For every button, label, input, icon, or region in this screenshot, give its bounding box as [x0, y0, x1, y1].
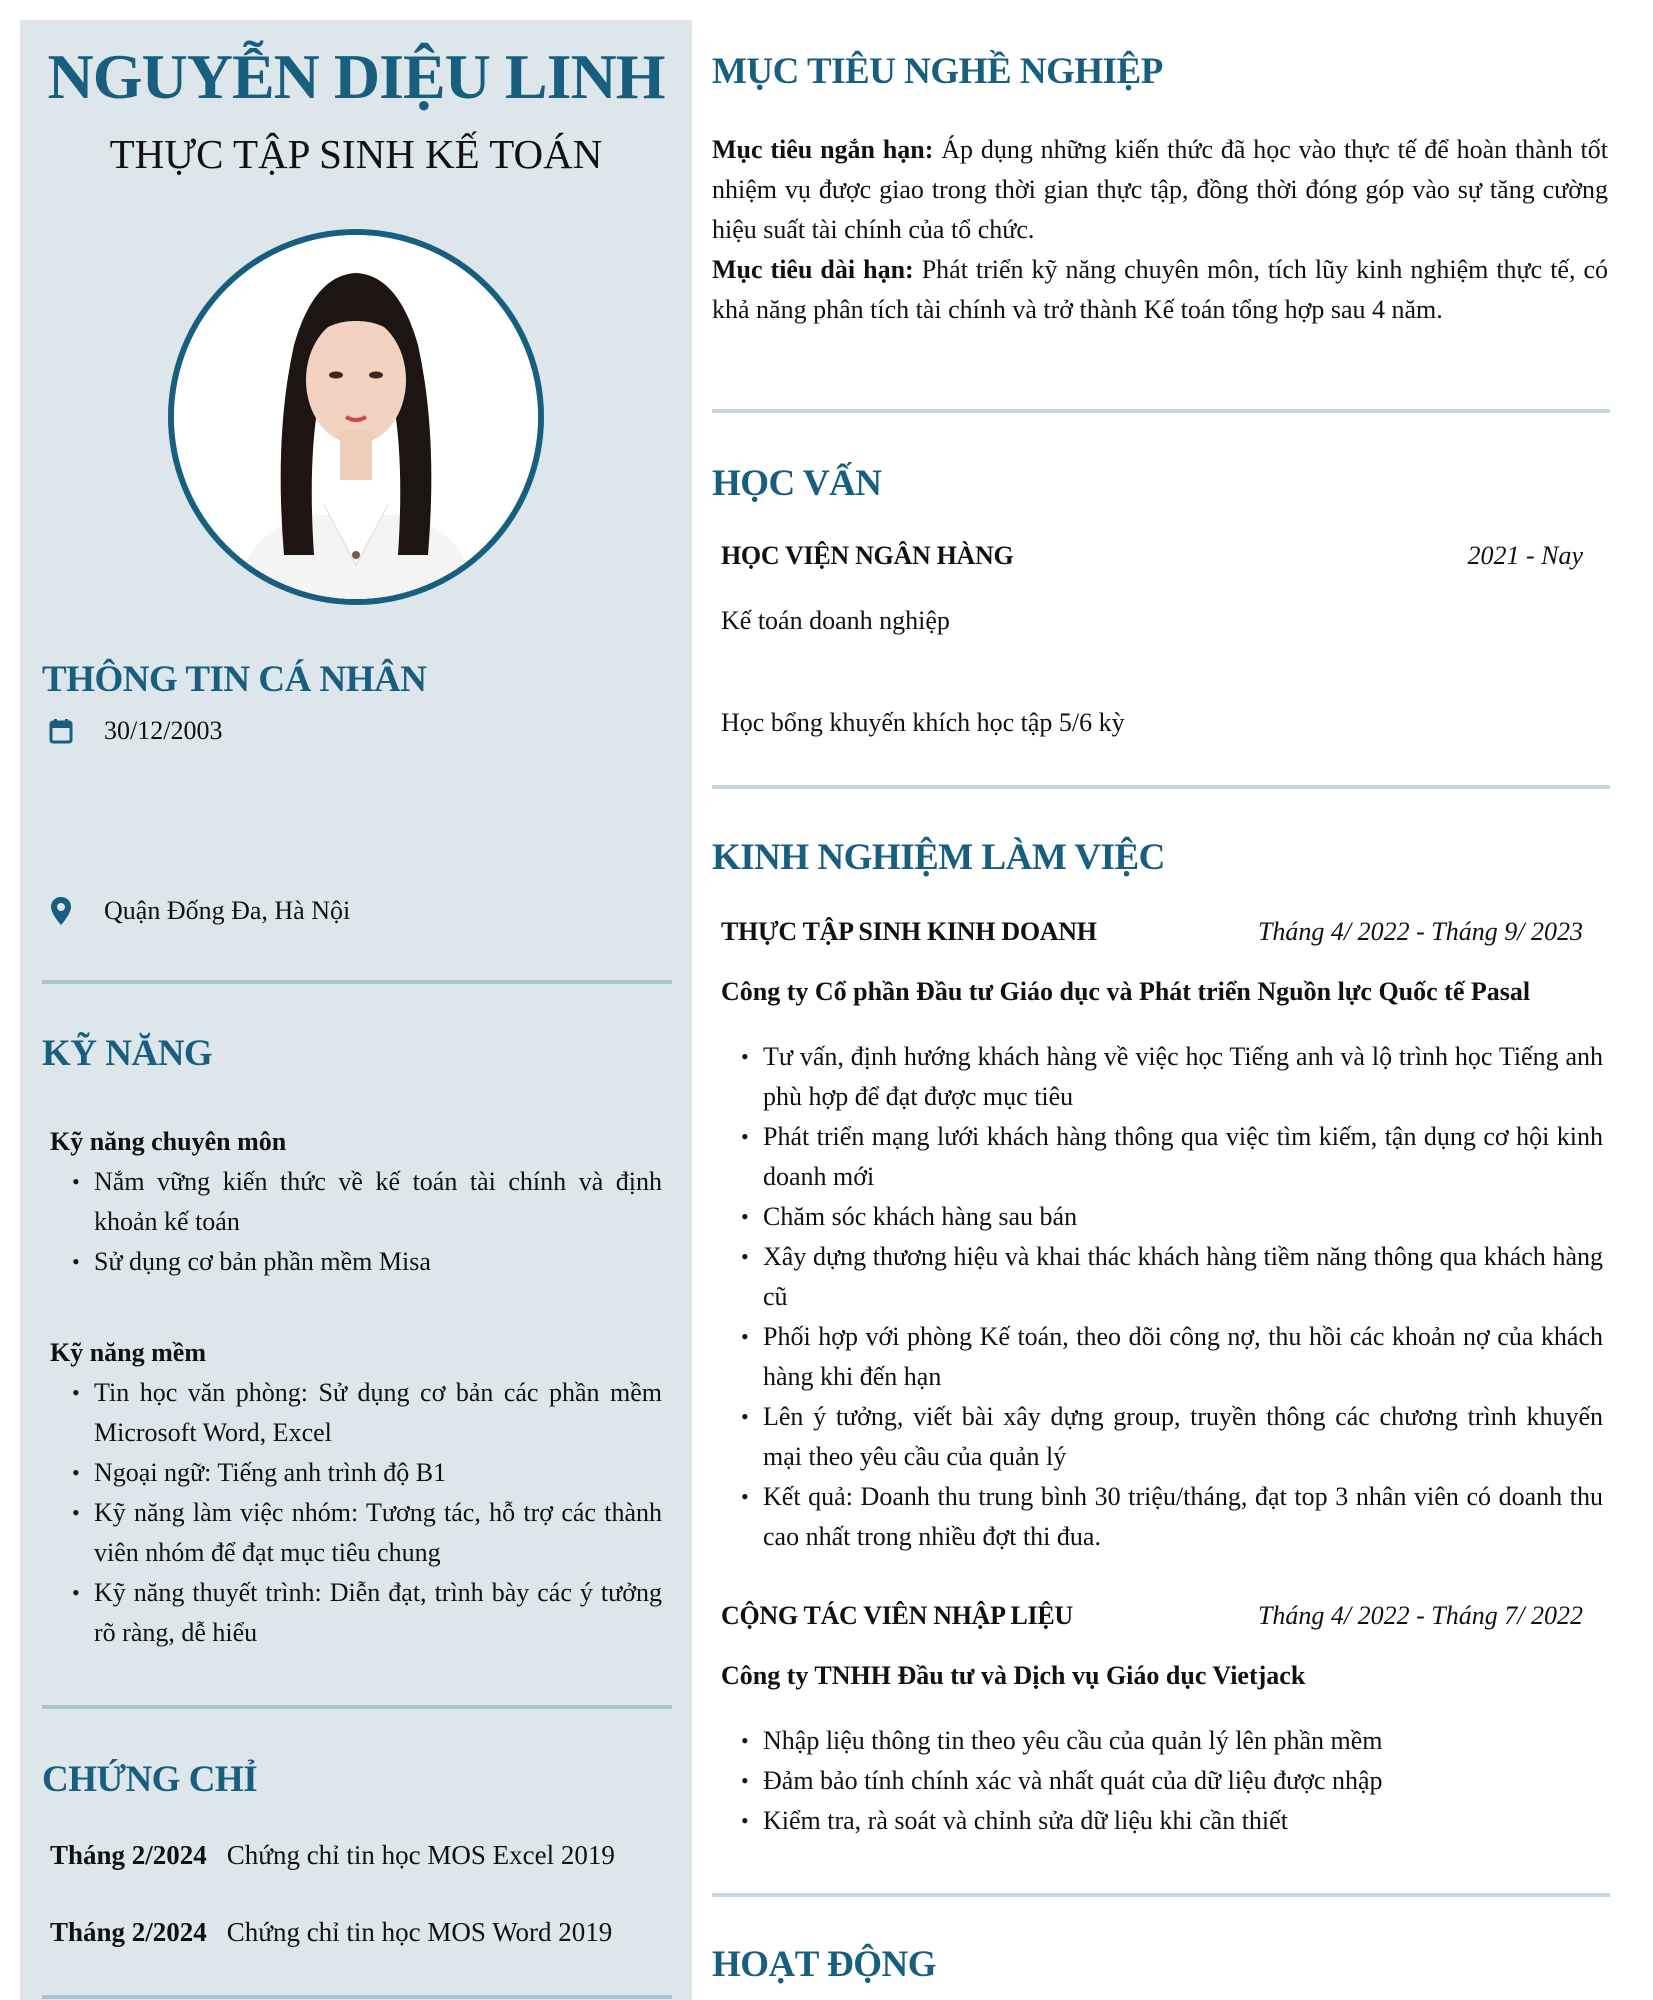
short-term-label: Mục tiêu ngắn hạn: [712, 135, 934, 164]
job-title: THỰC TẬP SINH KINH DOANH [721, 917, 1097, 946]
certificate-item [50, 1917, 612, 1948]
certificates-heading: CHỨNG CHỈ [42, 1759, 258, 1800]
job-company: Công ty TNHH Đầu tư và Dịch vụ Giáo dục Vietjack [721, 1661, 1306, 1690]
skills-professional [50, 1122, 662, 1282]
certificate-date: Tháng 2/2024 [50, 1917, 207, 1947]
job-duties [741, 1037, 1603, 1557]
education-heading: HỌC VẤN [712, 463, 882, 504]
birthday-value: 30/12/2003 [104, 716, 223, 745]
job-title: CỘNG TÁC VIÊN NHẬP LIỆU [721, 1601, 1073, 1630]
long-term-label: Mục tiêu dài hạn: [712, 255, 914, 284]
certificate-name: Chứng chỉ tin học MOS Word 2019 [226, 1917, 613, 1947]
address-value: Quận Đống Đa, Hà Nội [104, 896, 351, 925]
skills-soft [50, 1333, 662, 1653]
education-achievement: Học bổng khuyến khích học tập 5/6 kỳ [721, 708, 1125, 737]
school-name: HỌC VIỆN NGÂN HÀNG [721, 541, 1014, 570]
job-duty: • Phối hợp với phòng Kế toán, theo dõi công nợ, thu hồi các khoản nợ của khách hàng khi đến hạn [741, 1317, 1603, 1397]
skill-item: • Ngoại ngữ: Tiếng anh trình độ B1 [72, 1453, 662, 1493]
skill-group-title: Kỹ năng mềm [50, 1338, 206, 1367]
skill-item: • Tin học văn phòng: Sử dụng cơ bản các phần mềm Microsoft Word, Excel [72, 1373, 662, 1453]
certificate-item [50, 1840, 615, 1871]
job-duty: • Lên ý tưởng, viết bài xây dựng group, truyền thông các chương trình khuyến mại theo yêu cầu của quản lý [741, 1397, 1603, 1477]
job-header [721, 917, 1583, 947]
job-duty: • Nhập liệu thông tin theo yêu cầu của quản lý lên phần mềm [741, 1721, 1603, 1761]
birthday-row [46, 716, 222, 746]
candidate-role: THỰC TẬP SINH KẾ TOÁN [109, 131, 603, 177]
divider [42, 1995, 672, 1999]
job-duty: • Xây dựng thương hiệu và khai thác khách hàng tiềm năng thông qua khách hàng cũ [741, 1237, 1603, 1317]
job-header [721, 1601, 1583, 1631]
job-duty: • Kết quả: Doanh thu trung bình 30 triệu/tháng, đạt top 3 nhân viên có doanh thu cao nhất trong nhiều đợt thi đua. [741, 1477, 1603, 1557]
portrait-image [174, 235, 538, 599]
divider [712, 409, 1610, 413]
skill-group-title: Kỹ năng chuyên môn [50, 1127, 287, 1156]
job-duty: • Chăm sóc khách hàng sau bán [741, 1197, 1603, 1237]
skill-item: • Nắm vững kiến thức về kế toán tài chính và định khoản kế toán [72, 1162, 662, 1242]
skill-item: • Kỹ năng thuyết trình: Diễn đạt, trình bày các ý tưởng rõ ràng, dễ hiểu [72, 1573, 662, 1653]
education-header [721, 541, 1583, 571]
personal-info-heading: THÔNG TIN CÁ NHÂN [42, 659, 427, 700]
education-period: 2021 - Nay [1467, 541, 1583, 570]
job-company: Công ty Cổ phần Đầu tư Giáo dục và Phát triển Nguồn lực Quốc tế Pasal [721, 977, 1531, 1006]
long-term-text: Phát triển kỹ năng chuyên môn, tích lũy kinh nghiệm thực tế, có khả năng phân tích tài chính và trở thành Kế toán tổng hợp sau 4 năm. [712, 255, 1608, 324]
skill-item: • Sử dụng cơ bản phần mềm Misa [72, 1242, 662, 1282]
job-duty: • Đảm bảo tính chính xác và nhất quát của dữ liệu được nhập [741, 1761, 1603, 1801]
job-duties [741, 1721, 1603, 1841]
objective-body [712, 130, 1608, 330]
skill-item: • Kỹ năng làm việc nhóm: Tương tác, hỗ trợ các thành viên nhóm để đạt mục tiêu chung [72, 1493, 662, 1573]
profile-photo [168, 229, 544, 605]
short-term-text: Áp dụng những kiến thức đã học vào thực tế để hoàn thành tốt nhiệm vụ được giao trong thời gian thực tập, đồng thời đóng góp vào sự tăng cường hiệu suất tài chính của tổ chức. [712, 135, 1608, 244]
experience-heading: KINH NGHIỆM LÀM VIỆC [712, 837, 1165, 878]
objective-heading: MỤC TIÊU NGHỀ NGHIỆP [712, 51, 1163, 92]
job-duty: • Phát triển mạng lưới khách hàng thông qua việc tìm kiếm, tận dụng cơ hội kinh doanh mới [741, 1117, 1603, 1197]
address-row [46, 896, 350, 926]
candidate-name: NGUYỄN DIỆU LINH [47, 41, 665, 112]
certificate-date: Tháng 2/2024 [50, 1840, 207, 1870]
skills-heading: KỸ NĂNG [42, 1033, 213, 1074]
divider [42, 1705, 672, 1709]
divider [712, 1893, 1610, 1897]
calendar-icon [46, 716, 76, 746]
location-pin-icon [46, 896, 76, 926]
job-duty: • Tư vấn, định hướng khách hàng về việc học Tiếng anh và lộ trình học Tiếng anh phù hợp để đạt được mục tiêu [741, 1037, 1603, 1117]
certificate-name: Chứng chỉ tin học MOS Excel 2019 [226, 1840, 615, 1870]
divider [42, 980, 672, 984]
job-period: Tháng 4/ 2022 - Tháng 9/ 2023 [1257, 917, 1583, 946]
job-period: Tháng 4/ 2022 - Tháng 7/ 2022 [1257, 1601, 1583, 1630]
education-major: Kế toán doanh nghiệp [721, 606, 950, 635]
activities-heading: HOẠT ĐỘNG [712, 1944, 937, 1985]
job-duty: • Kiểm tra, rà soát và chỉnh sửa dữ liệu khi cần thiết [741, 1801, 1603, 1841]
divider [712, 785, 1610, 789]
